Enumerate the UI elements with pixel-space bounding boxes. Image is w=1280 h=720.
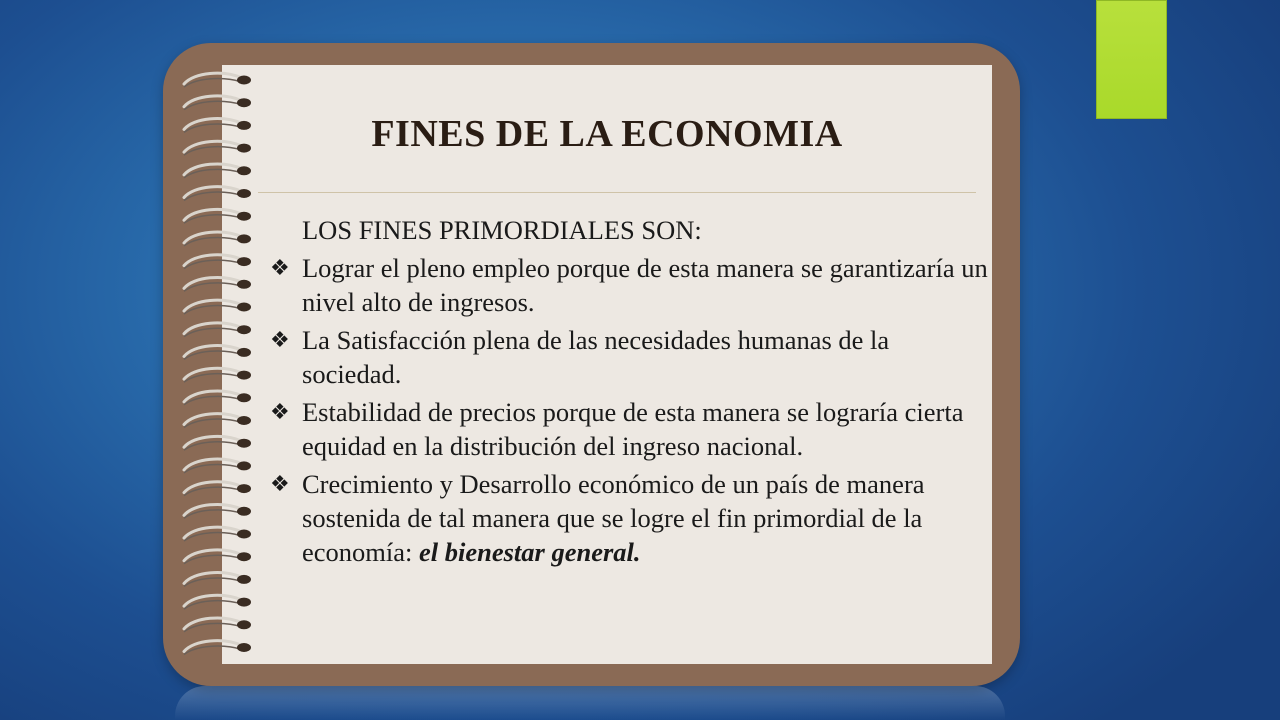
binding-ring xyxy=(184,187,251,201)
binding-ring xyxy=(184,391,251,405)
list-item-text: Crecimiento y Desarrollo económico de un país de manera sostenida de tal manera que se logre el fin primordial de la economía: xyxy=(302,469,925,567)
slide-title: FINES DE LA ECONOMIA xyxy=(371,113,843,155)
binding-ring xyxy=(184,73,251,87)
binding-ring xyxy=(184,323,251,337)
diamond-bullet-icon: ❖ xyxy=(270,255,290,280)
list-item-text: La Satisfacción plena de las necesidades humanas de la sociedad. xyxy=(302,325,890,389)
binding-ring xyxy=(184,618,251,632)
title-divider xyxy=(258,192,976,193)
accent-tab xyxy=(1096,0,1167,119)
list-item xyxy=(270,395,990,463)
diamond-bullet-icon: ❖ xyxy=(270,327,290,352)
binding-ring xyxy=(184,527,251,541)
binding-ring xyxy=(184,96,251,110)
binding-ring xyxy=(184,550,251,564)
diamond-bullet-icon: ❖ xyxy=(270,471,290,496)
binding-ring xyxy=(184,573,251,587)
binding-ring xyxy=(184,368,251,382)
diamond-bullet-icon: ❖ xyxy=(270,399,290,424)
binding-ring xyxy=(184,641,251,655)
list-item-emphasis: el bienestar general. xyxy=(419,537,641,567)
binding-ring xyxy=(184,482,251,496)
list-item xyxy=(270,251,990,319)
subheading: LOS FINES PRIMORDIALES SON: xyxy=(302,215,702,245)
binding-ring xyxy=(184,595,251,609)
binding-ring xyxy=(184,255,251,269)
notebook-reflection xyxy=(175,686,1005,720)
binding-ring xyxy=(184,505,251,519)
binding-ring xyxy=(184,232,251,246)
slide-content xyxy=(270,213,990,573)
spiral-binding-icon xyxy=(172,68,262,668)
binding-ring xyxy=(184,346,251,360)
binding-ring xyxy=(184,209,251,223)
list-item-text: Lograr el pleno empleo porque de esta manera se garantizaría un nivel alto de ingresos. xyxy=(302,253,988,317)
list-item xyxy=(270,467,990,569)
binding-ring xyxy=(184,164,251,178)
binding-ring xyxy=(184,414,251,428)
list-item-text: Estabilidad de precios porque de esta manera se lograría cierta equidad en la distribución del ingreso nacional. xyxy=(302,397,964,461)
binding-ring xyxy=(184,436,251,450)
list-item xyxy=(270,323,990,391)
binding-ring xyxy=(184,459,251,473)
binding-ring xyxy=(184,300,251,314)
binding-ring xyxy=(184,278,251,292)
